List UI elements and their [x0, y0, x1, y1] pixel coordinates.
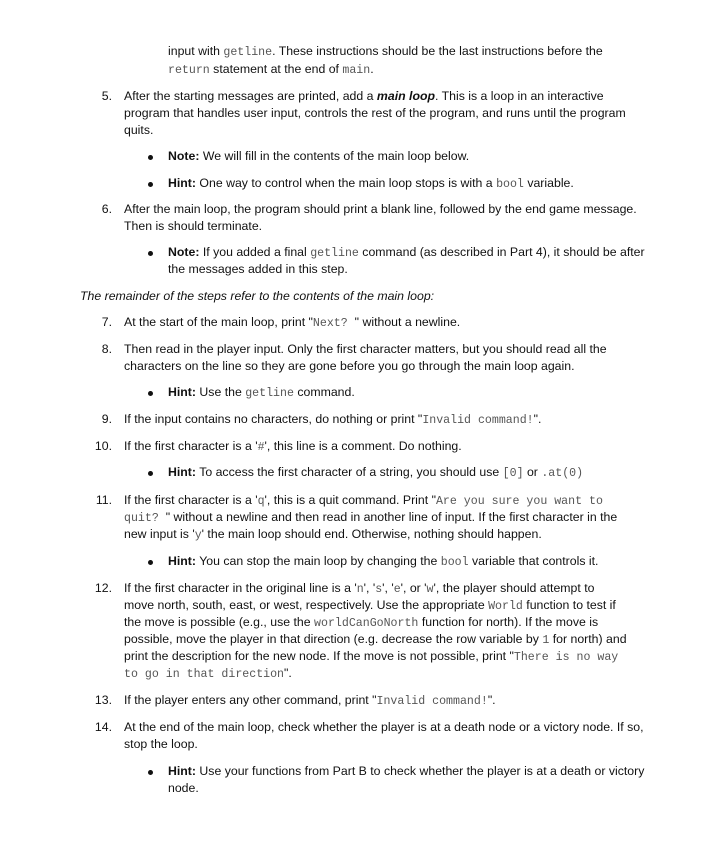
bullet-icon	[148, 391, 153, 396]
step-14-line-1: At the end of the main loop, check whether the player is at a death node or a victory node. If so,	[124, 720, 644, 734]
step-12-line-3: the move is possible (e.g., use the worldCanGoNorth function for north). If the move is	[124, 615, 599, 630]
step-number: 11.	[95, 493, 112, 507]
step-5-line-1: After the starting messages are printed, add a main loop. This is a loop in an interactive	[124, 89, 604, 103]
step-8-line-2: characters on the line so they are gone before you go through the main loop again.	[124, 359, 575, 373]
step-6-line-1: After the main loop, the program should print a blank line, followed by the end game message.	[124, 202, 637, 216]
step-12-line-6: to go in that direction".	[124, 666, 292, 681]
step-5-note: Note: We will fill in the contents of the main loop below.	[168, 149, 470, 163]
bullet-icon	[148, 251, 153, 256]
step-7-line: At the start of the main loop, print "Next? " without a newline.	[124, 315, 461, 330]
step-6-note-line-2: the messages added in this step.	[168, 262, 348, 276]
step-number: 13.	[94, 693, 112, 707]
step-10-line: If the first character is a '#', this line is a comment. Do nothing.	[124, 439, 462, 454]
bullet-icon	[148, 471, 153, 476]
bullet-icon	[148, 770, 153, 775]
step-11-hint: Hint: You can stop the main loop by changing the bool variable that controls it.	[168, 554, 599, 569]
step-6-note-line-1: Note: If you added a final getline command (as described in Part 4), it should be after	[168, 245, 645, 260]
step-number: 5.	[101, 89, 112, 103]
intro-line-1: input with getline. These instructions should be the last instructions before the	[168, 44, 603, 59]
step-14-line-2: stop the loop.	[124, 737, 198, 751]
step-5-line-2: program that handles user input, controls the rest of the program, and runs until the program	[124, 106, 626, 120]
bullet-icon	[148, 560, 153, 565]
bullet-icon	[148, 182, 153, 187]
step-11-line-3: new input is 'y' the main loop should end. Otherwise, nothing should happen.	[124, 527, 542, 542]
step-12-line-5: print the description for the new node. If the move is not possible, print "There is no way	[124, 649, 619, 664]
step-8-line-1: Then read in the player input. Only the first character matters, but you should read all the	[124, 342, 607, 356]
step-9-line: If the input contains no characters, do nothing or print "Invalid command!".	[124, 412, 542, 427]
step-13-line: If the player enters any other command, print "Invalid command!".	[124, 693, 496, 708]
step-8-hint: Hint: Use the getline command.	[168, 385, 355, 400]
step-5-line-3: quits.	[124, 123, 154, 137]
step-number: 12.	[94, 581, 112, 595]
step-number: 9.	[101, 412, 112, 426]
step-number: 10.	[94, 439, 112, 453]
step-14-hint-line-2: node.	[168, 781, 199, 795]
step-12-line-1: If the first character in the original line is a 'n', 's', 'e', or 'w', the player should attempt to	[124, 581, 595, 596]
step-10-hint: Hint: To access the first character of a string, you should use [0] or .at(0)	[168, 465, 584, 480]
step-12-line-2: move north, south, east, or west, respectively. Use the appropriate World function to test if	[124, 598, 616, 613]
step-number: 8.	[101, 342, 112, 356]
step-number: 6.	[101, 202, 112, 216]
step-number: 14.	[94, 720, 112, 734]
step-5-hint: Hint: One way to control when the main loop stops is with a bool variable.	[168, 176, 574, 191]
step-14-hint-line-1: Hint: Use your functions from Part B to check whether the player is at a death or victory	[168, 764, 645, 778]
step-12-line-4: possible, move the player in that direction (e.g. decrease the row variable by 1 for north) and	[124, 632, 627, 647]
intro-line-2: return statement at the end of main.	[168, 62, 374, 77]
step-6-line-2: Then is should terminate.	[124, 219, 263, 233]
step-11-line-1: If the first character is a 'q', this is a quit command. Print "Are you sure you want to	[124, 493, 603, 508]
step-number: 7.	[101, 315, 112, 329]
bullet-icon	[148, 155, 153, 160]
step-11-line-2: quit? " without a newline and then read in another line of input. If the first character in the	[124, 510, 618, 525]
section-intro: The remainder of the steps refer to the contents of the main loop:	[80, 289, 435, 303]
